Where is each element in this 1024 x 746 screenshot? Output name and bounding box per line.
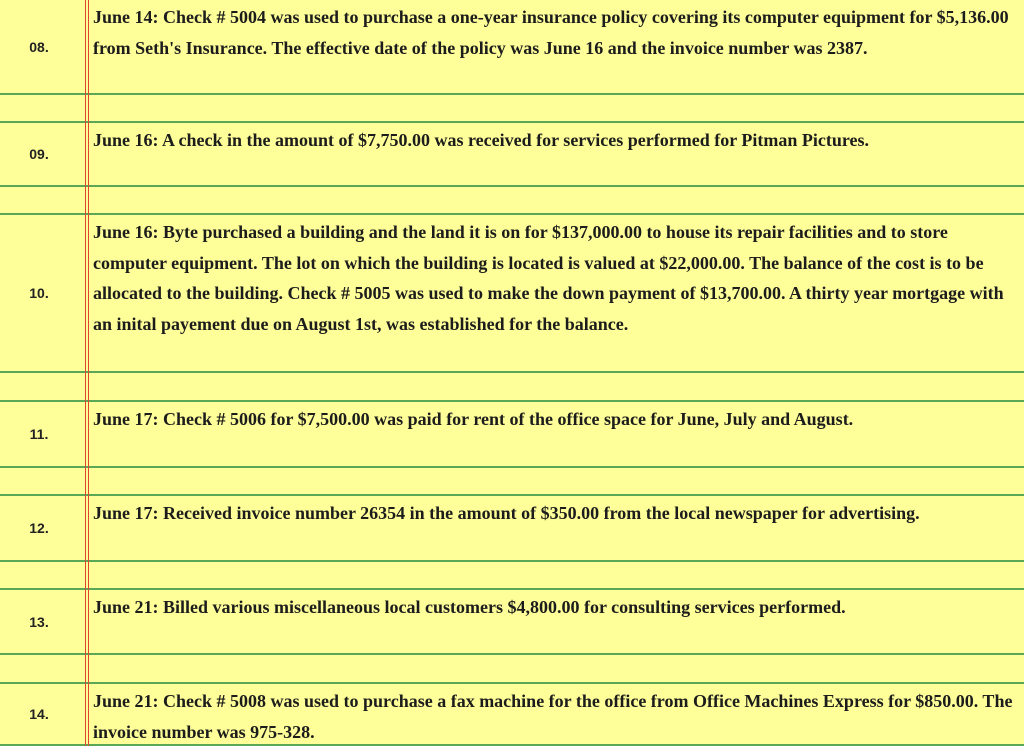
entry-number: 09. [29, 146, 49, 162]
entry-row-10 [0, 213, 1024, 371]
entry-number: 14. [29, 706, 49, 722]
blank-row [0, 653, 1024, 682]
margin-line-left [85, 0, 86, 746]
entry-row-13 [0, 588, 1024, 653]
blank-row [0, 560, 1024, 588]
entry-row-11 [0, 400, 1024, 466]
entry-number: 12. [29, 520, 49, 536]
entry-number: 08. [29, 38, 49, 55]
margin-line-right [88, 0, 89, 746]
entry-text: June 14: Check # 5004 was used to purchase a one-year insurance policy covering its computer equipment for $5,136.00 from Seth's Insurance. The effective date of the policy was June 16 and the invoice number was 2387. [93, 7, 1009, 58]
blank-row [0, 185, 1024, 213]
entry-row-12 [0, 494, 1024, 560]
entry-number: 10. [29, 285, 49, 301]
entry-number: 11. [29, 426, 49, 442]
entry-text: June 17: Check # 5006 for $7,500.00 was paid for rent of the office space for June, July and August. [93, 409, 854, 429]
entry-number: 13. [29, 613, 49, 630]
entry-row-08 [0, 0, 1024, 93]
blank-row [0, 466, 1024, 494]
blank-row [0, 371, 1024, 400]
entry-text: June 16: A check in the amount of $7,750.00 was received for services performed for Pitman Pictures. [93, 130, 870, 150]
entry-row-14 [0, 682, 1024, 746]
entry-text: June 21: Check # 5008 was used to purchase a fax machine for the office from Office Machines Express for $850.00. The invoice number was 975-328. [93, 691, 1013, 742]
entry-text: June 17: Received invoice number 26354 in the amount of $350.00 from the local newspaper for advertising. [93, 503, 920, 523]
entry-text: June 21: Billed various miscellaneous local customers $4,800.00 for consulting services performed. [93, 597, 846, 617]
entry-row-09 [0, 121, 1024, 185]
entry-text: June 16: Byte purchased a building and the land it is on for $137,000.00 to house its repair facilities and to store computer equipment. The lot on which the building is located is valued at $22,000.00. The balance of the cost is to be allocated to the building. Check # 5005 was used to make the down payment of $13,700.00. A thirty year mortgage with an inital payement due on August 1st, was established for the balance. [93, 222, 1004, 334]
blank-row [0, 93, 1024, 121]
